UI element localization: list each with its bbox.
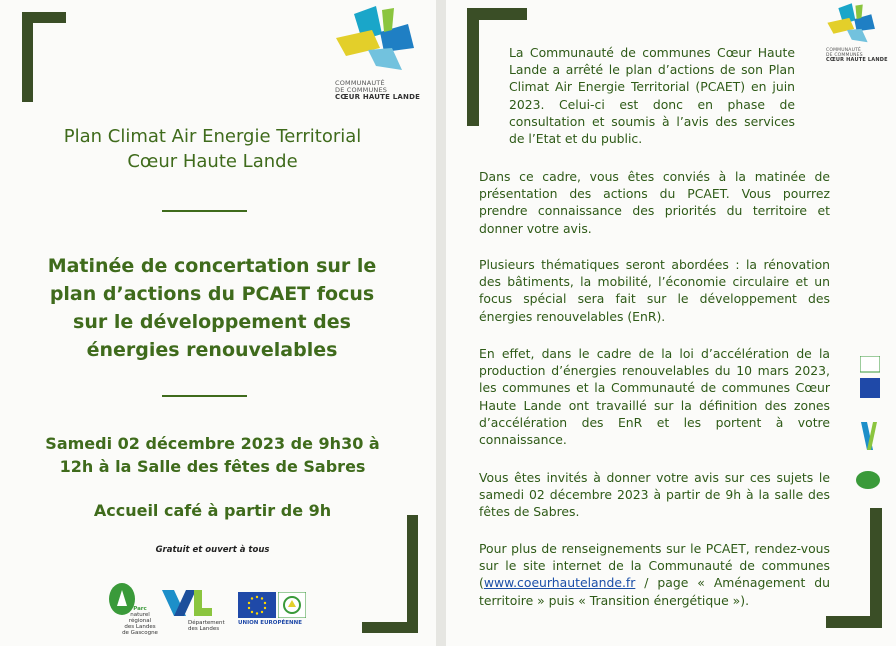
headline-divider	[162, 395, 247, 397]
departement-landes-logo-icon	[160, 588, 214, 618]
eu-flag-icon	[238, 592, 276, 618]
parc-line4: des Landes	[124, 624, 156, 630]
brand-caption-line1: COMMUNAUTÉ	[335, 79, 385, 87]
leader-logo-icon	[278, 592, 306, 618]
corner-bracket-top-left-right-page-vertical	[467, 8, 479, 126]
departement-line1: Département	[188, 620, 225, 626]
corner-bracket-bottom-right	[362, 622, 418, 633]
parc-landes-caption	[120, 606, 160, 636]
page-fold	[436, 0, 446, 646]
free-entry-note: Gratuit et ouvert à tous	[155, 545, 270, 555]
parc-line3: régional	[128, 618, 152, 624]
coffee-welcome: Accueil café à partir de 9h	[93, 501, 332, 520]
brand-caption-small-line1: COMMUNAUTÉ	[826, 48, 862, 53]
cchl-logo-small-caption	[826, 48, 888, 63]
info-text-after: / page « Aménagement du territoire » puis « Transition énergétique »).	[479, 575, 830, 608]
plan-title-line2: Cœur Haute Lande	[127, 151, 298, 172]
brand-caption-line3: CŒUR HAUTE LANDE	[335, 93, 421, 101]
brand-caption-small-line2: DE COMMUNES	[826, 53, 863, 58]
event-headline: Matinée de concertation sur le plan d’actions du PCAET focus sur le développement des énergies renouvelables	[47, 255, 377, 361]
corner-bracket-bottom-right-vertical	[407, 515, 418, 633]
corner-bracket-bottom-right-right-page	[826, 616, 882, 628]
cchl-logo-small	[824, 2, 882, 52]
event-datetime	[20, 432, 405, 478]
cchl-logo	[332, 4, 424, 86]
event-datetime-line1: Samedi 02 décembre 2023 de 9h30 à	[45, 434, 380, 453]
law-paragraph: En effet, dans le cadre de la loi d’accélération de la production d’énergies renouvelables du 10 mars 2023, les communes et la Communauté de communes Cœur Haute Lande ont travaillé sur la définition des zones d’accélération des EnR et les portent à votre connaissance.	[479, 346, 830, 448]
parc-small-icon	[855, 470, 881, 490]
parc-line2: naturel	[130, 612, 150, 618]
departement-line2: des Landes	[188, 626, 220, 632]
departement-small-icon	[859, 420, 881, 454]
corner-bracket-top-left-vertical	[22, 12, 33, 102]
eu-flag-small-icon	[860, 356, 880, 400]
title-divider	[162, 210, 247, 212]
plan-title	[20, 124, 405, 174]
parc-line5: de Gascogne	[122, 630, 158, 636]
intro-paragraph: La Communauté de communes Cœur Haute Lande a arrêté le plan d’actions de son Plan Climat Air Energie Territorial (PCAET) en juin 2023. Celui-ci est donc en phase de consultation et soumis à l’avis des services de l’Etat et du public.	[509, 45, 795, 147]
info-text-before: Pour plus de renseignements sur le PCAET, rendez-vous sur le site internet de la Communauté de communes (	[479, 541, 830, 591]
corner-bracket-bottom-right-right-page-vertical	[870, 508, 882, 628]
event-datetime-line2: 12h à la Salle des fêtes de Sabres	[59, 457, 366, 476]
invitation-paragraph: Dans ce cadre, vous êtes conviés à la matinée de présentation des actions du PCAET. Vous pourrez prendre connaissance des priorités du territoire et donner votre avis.	[479, 169, 830, 236]
eu-caption: UNION EUROPÉENNE	[238, 620, 302, 626]
plan-title-line1: Plan Climat Air Energie Territorial	[63, 126, 362, 147]
parc-line1: Parc	[133, 606, 147, 612]
brand-caption-small-line3: CŒUR HAUTE LANDE	[826, 57, 888, 63]
info-paragraph	[479, 540, 830, 609]
departement-caption	[188, 620, 225, 632]
brand-caption-line2: DE COMMUNES	[335, 86, 388, 94]
themes-paragraph: Plusieurs thématiques seront abordées : la rénovation des bâtiments, la mobilité, l’économie circulaire et un focus spécial sera fait sur le développement des énergies renouvelables (EnR).	[479, 257, 830, 324]
date-paragraph: Vous êtes invités à donner votre avis sur ces sujets le samedi 02 décembre 2023 à partir de 9h à la salle des fêtes de Sabres.	[479, 470, 830, 520]
website-link[interactable]: www.coeurhautelande.fr	[483, 575, 636, 591]
cchl-logo-caption	[335, 80, 420, 101]
